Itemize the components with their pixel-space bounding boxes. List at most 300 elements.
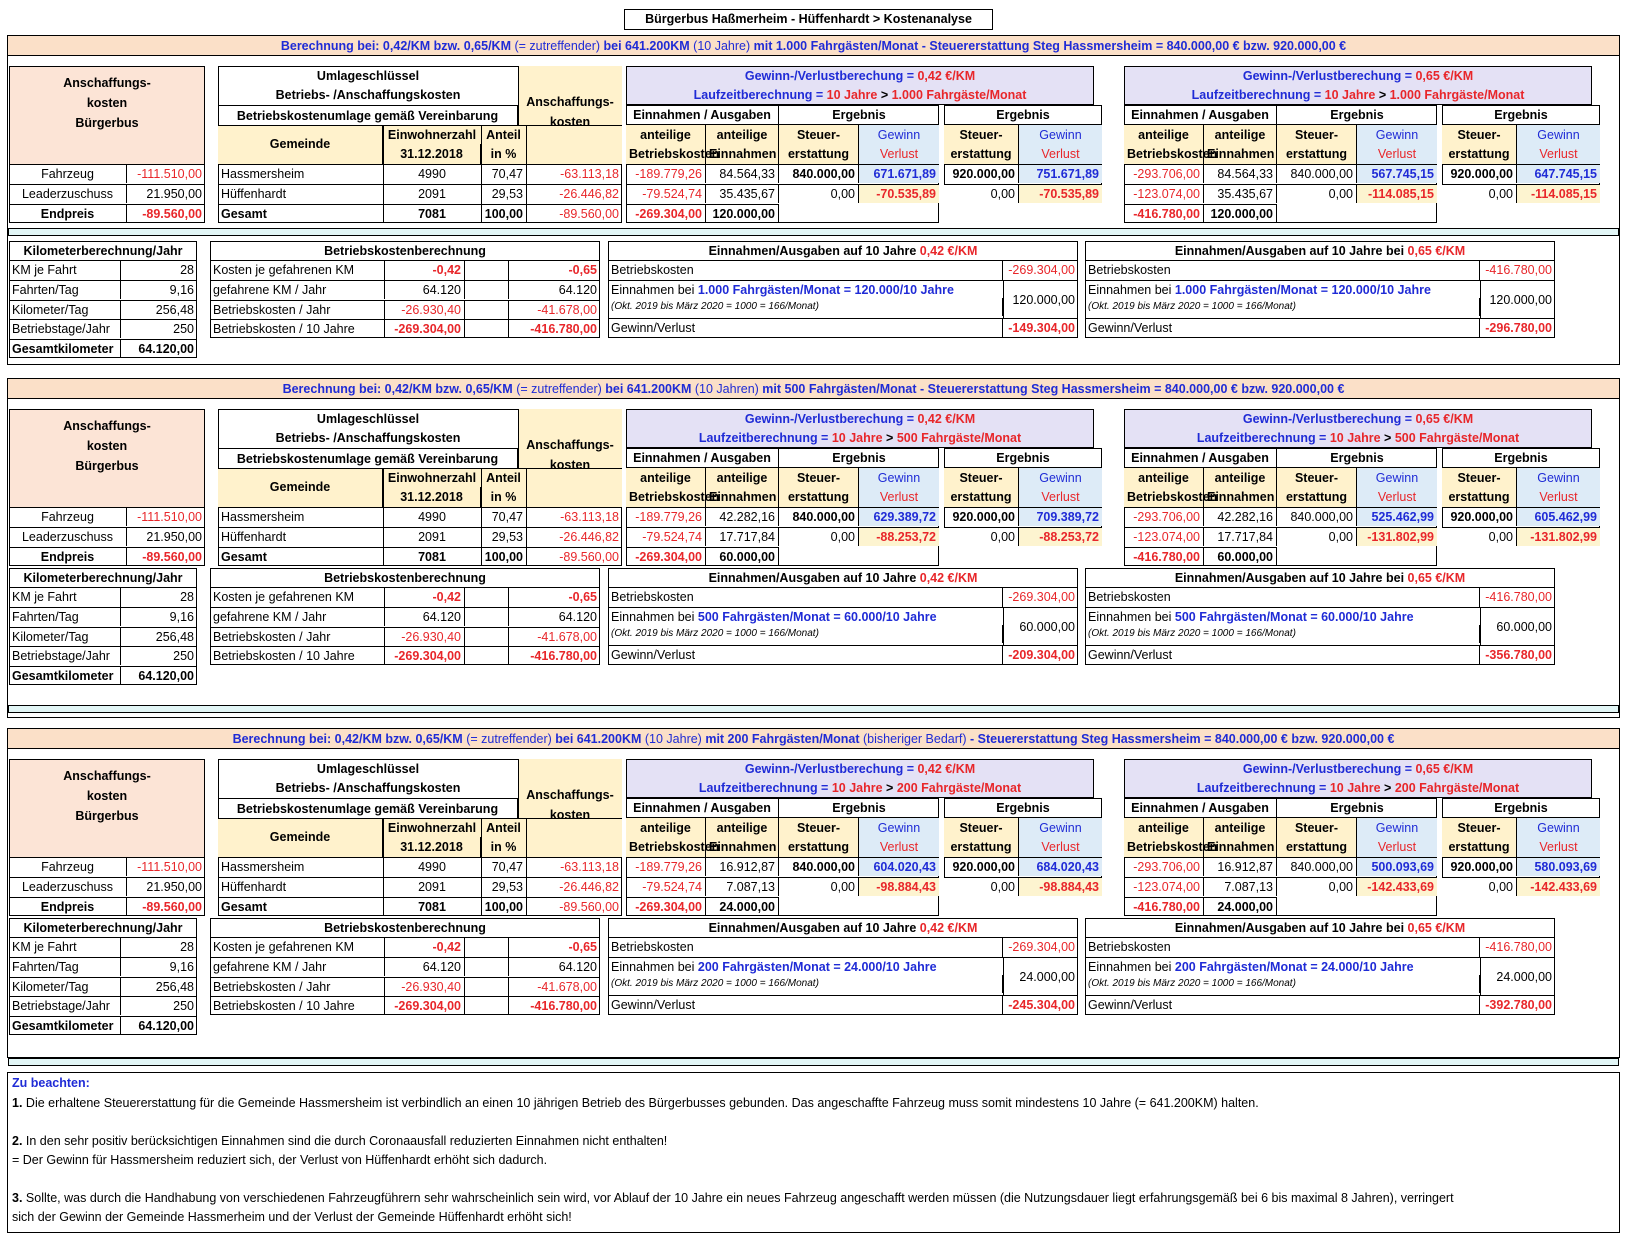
km-value: 64.120,00 (121, 339, 197, 358)
ein-hue: 7.087,13 (1204, 877, 1277, 896)
bk-gap (465, 938, 509, 957)
bk-hass: -293.706,00 (1124, 857, 1204, 876)
ea-head: Einnahmen / Ausgaben (626, 105, 779, 125)
ea10-title: Einnahmen/Ausgaben auf 10 Jahre (708, 571, 920, 585)
ea10-gv-value: -356.780,00 (1480, 645, 1555, 664)
header-d: (10 Jahre) (644, 732, 702, 746)
km-title: Kilometerberechnung/Jahr (9, 918, 197, 938)
anschaffung-label-1: Anschaffungs- (63, 769, 151, 783)
separator-band (8, 1058, 1619, 1066)
anteil-head-1: Anteil (486, 128, 521, 142)
laufzeit: Laufzeitberechnung = (1196, 431, 1330, 445)
bk-065: 64.120 (509, 607, 600, 626)
bk-hass: -189.779,26 (626, 857, 706, 876)
bk-065: 64.120 (509, 280, 600, 299)
g2-head-1: Gewinn (1537, 128, 1580, 142)
umlage-einwohner: 4990 (383, 857, 481, 876)
st2-hue: 0,00 (1442, 184, 1517, 203)
umlage-gemeinde: Hassmersheim (218, 857, 383, 876)
umlage-title-3: Betriebskostenumlage gemäß Vereinbarung (218, 798, 518, 818)
bk-gap (465, 977, 509, 996)
bk-065: -0,65 (568, 263, 597, 277)
gv-subhead-2: Verlust (1377, 840, 1417, 854)
umlage-ak: -63.113,18 (526, 164, 622, 183)
anschaffung-row-label: Endpreis (9, 204, 127, 223)
ea10-okt: (Okt. 2019 bis März 2020 = 1000 = 166/Monat) (608, 625, 1003, 643)
ein-hue: 17.717,84 (706, 527, 779, 546)
ea10-gv-label: Gewinn/Verlust (608, 995, 1003, 1014)
anschaffung-label-1: Anschaffungs- (63, 419, 151, 433)
anteil-head-1: Anteil (486, 821, 521, 835)
umlage-title-3: Betriebskostenumlage gemäß Vereinbarung (218, 448, 518, 468)
header-f: (bisheriger Bedarf) (863, 732, 967, 746)
umlage-gemeinde: Gesamt (218, 897, 383, 916)
gv-subhead-1: Steuer- (779, 125, 859, 145)
laufzeit: Laufzeitberechnung = (698, 431, 832, 445)
bk-042: -0,42 (385, 261, 465, 280)
laufzeit-fg: 200 Fahrgäste/Monat (896, 781, 1022, 795)
ea10-bk-label: Betriebskosten (608, 938, 1003, 957)
st2-hass: 920.000,00 (944, 507, 1019, 526)
umlage-gemeinde: Hassmersheim (218, 507, 383, 526)
km-value: 250 (121, 646, 197, 665)
g2-head-1: Gewinn (1039, 128, 1082, 142)
ein-ges: 60.000,00 (1204, 547, 1277, 566)
bk-label: Betriebskosten / Jahr (210, 300, 385, 319)
gv-subhead-2: Verlust (1377, 490, 1417, 504)
laufzeit-row (1124, 85, 1592, 105)
ergebnis-head: Ergebnis (779, 105, 939, 125)
header-c: bei 641.200KM (551, 732, 645, 746)
gv-subhead-2: Verlust (1377, 147, 1417, 161)
gv-subhead-2: erstattung (779, 837, 859, 857)
separator-band (8, 705, 1619, 713)
bk-label: Betriebskosten / 10 Jahre (210, 996, 385, 1015)
g2-head-1: Gewinn (1039, 821, 1082, 835)
ea10-bk-value: -269.304,00 (1008, 263, 1075, 277)
gv-subhead-1: anteilige (1204, 125, 1277, 145)
bk-label: Kosten je gefahrenen KM (210, 938, 385, 957)
ak-head-2: kosten (549, 808, 591, 822)
km-label: Betriebstage/Jahr (9, 996, 121, 1015)
ergebnis-head: Ergebnis (1277, 798, 1437, 818)
umlage-ak: -26.446,82 (526, 184, 622, 203)
gv-title-row (1124, 759, 1592, 779)
bk-hue: -79.524,74 (626, 527, 706, 546)
ein-ges: 60.000,00 (706, 547, 779, 566)
st2-hue: 0,00 (944, 527, 1019, 546)
umlage-title-2: Betriebs- /Anschaffungskosten (275, 781, 461, 795)
header-e: mit 200 Fahrgästen/Monat (701, 732, 864, 746)
laufzeit: Laufzeitberechnung = (693, 88, 827, 102)
ea10-einn-value: 120.000,00 (1003, 280, 1078, 318)
st2-hass: 920.000,00 (1442, 507, 1517, 526)
ea-head: Einnahmen / Ausgaben (1124, 448, 1277, 468)
gv-subhead-2: Betriebskosten (1124, 487, 1204, 507)
anschaffung-row-value: 21.950,00 (127, 527, 205, 546)
ein-hue: 7.087,13 (706, 877, 779, 896)
anteil-head-1: Anteil (486, 471, 521, 485)
umlage-title-2: Betriebs- /Anschaffungskosten (275, 88, 461, 102)
bk-gap (465, 588, 509, 607)
umlage-ak: -89.560,00 (526, 204, 622, 223)
ergebnis-head-2: Ergebnis (944, 798, 1102, 818)
ein-hass: 84.564,33 (706, 164, 779, 183)
umlage-gemeinde: Hüffenhardt (218, 527, 383, 546)
gv-subhead-2: Betriebskosten (626, 487, 706, 507)
laufzeit-row (626, 428, 1094, 448)
st2-hass: 920.000,00 (944, 857, 1019, 876)
einwohner-head-2: 31.12.2018 (383, 487, 481, 507)
km-label: Kilometer/Tag (9, 627, 121, 646)
page-title: Bürgerbus Haßmerheim - Hüffenhardt > Kostenanalyse (624, 9, 993, 30)
km-label: Betriebstage/Jahr (9, 646, 121, 665)
ea10-gv-label: Gewinn/Verlust (608, 318, 1003, 337)
km-value: 9,16 (121, 280, 197, 299)
gv-subhead-1: anteilige (706, 818, 779, 838)
gv-subhead-1: Steuer- (779, 468, 859, 488)
ea10-einn-text: 1.000 Fahrgästen/Monat = 120.000/10 Jahre (697, 283, 954, 297)
gv-km: 0,42 €/KM (917, 762, 976, 776)
bk-label: Betriebskosten / 10 Jahre (210, 646, 385, 665)
gv-subhead-1: Steuer- (1277, 468, 1357, 488)
st2-head-1: Steuer- (1442, 468, 1517, 488)
ea10-einn-value: 60.000,00 (1480, 607, 1555, 645)
gv-subhead-2: erstattung (779, 144, 859, 164)
section-header (8, 36, 1619, 56)
ergebnis-head: Ergebnis (779, 448, 939, 468)
gv-subhead-1: anteilige (626, 468, 706, 488)
ea10-einn-row (608, 280, 1003, 299)
gv-subhead-1: Gewinn (877, 471, 921, 485)
bk-065: -41.678,00 (509, 300, 600, 319)
verlust-hue: -131.802,99 (1357, 527, 1437, 546)
km-title: Kilometerberechnung/Jahr (9, 241, 197, 261)
g2-head-1: Gewinn (1537, 471, 1580, 485)
ea10-einn-text: 1.000 Fahrgästen/Monat = 120.000/10 Jahre (1174, 283, 1431, 297)
verlust2-hue: -88.253,72 (1019, 527, 1102, 546)
st-hue: 0,00 (1277, 527, 1357, 546)
bk-label: gefahrene KM / Jahr (210, 280, 385, 299)
laufzeit-years: 10 Jahre (1324, 88, 1376, 102)
gv-subhead-2: Betriebskosten (626, 837, 706, 857)
ea10-einn-text: 200 Fahrgästen/Monat = 24.000/10 Jahre (697, 960, 937, 974)
verlust2-hue: -70.535,89 (1019, 184, 1102, 203)
gv-subhead-2: Einnahmen (1204, 837, 1277, 857)
umlage-anteil: 29,53 (481, 877, 526, 896)
ea10-einn-row (1085, 280, 1480, 299)
umlage-gemeinde: Gesamt (218, 204, 383, 223)
anschaffung-row-label: Leaderzuschuss (9, 184, 127, 203)
anschaffung-row-value: -111.510,00 (127, 857, 205, 876)
anteil-head-2: in % (490, 840, 517, 854)
umlage-ak: -26.446,82 (526, 877, 622, 896)
gt: > (882, 431, 897, 445)
km-value: 256,48 (121, 627, 197, 646)
ea10-einn-prefix: Einnahmen bei (1088, 610, 1175, 624)
gewinn2-hass: 751.671,89 (1019, 164, 1102, 183)
ein-hass: 16.912,87 (1204, 857, 1277, 876)
ea10-title-row (1085, 918, 1555, 938)
bk-042: 64.120 (385, 957, 465, 976)
ak-head-1: Anschaffungs- (526, 788, 614, 802)
bk-ges: -416.780,00 (1124, 204, 1204, 223)
laufzeit-years: 10 Jahre (826, 88, 878, 102)
km-label: KM je Fahrt (9, 261, 121, 280)
ea10-einn-text: 200 Fahrgästen/Monat = 24.000/10 Jahre (1174, 960, 1414, 974)
umlage-title-1: Umlageschlüssel (316, 762, 420, 776)
anschaffung-label-3: Bürgerbus (75, 459, 139, 473)
header-a: Berechnung bei: 0,42/KM bzw. 0,65/KM (282, 382, 517, 396)
note-2-num: 2. (12, 1134, 23, 1148)
laufzeit: Laufzeitberechnung = (1191, 88, 1325, 102)
gewinn-hass: 629.389,72 (859, 507, 939, 526)
g2-head-1: Gewinn (1039, 471, 1082, 485)
ein-hass: 16.912,87 (706, 857, 779, 876)
note-1-text: Die erhaltene Steuererstattung für die Gemeinde Hassmersheim ist verbindlich an einen 10 jährigen Betrieb des Bürgerbusses gebunden. Das angeschaffte Fahrzeug muss somit mindestens 10 Jahre (= 641.200KM) halten. (22, 1096, 1259, 1110)
header-a: Berechnung bei: 0,42/KM bzw. 0,65/KM (232, 732, 467, 746)
laufzeit-row (1124, 428, 1592, 448)
bk-title: Betriebskostenberechnung (210, 241, 600, 261)
st2-hue: 0,00 (1442, 877, 1517, 896)
g2-head-2: Verlust (1041, 840, 1080, 854)
ergebnis-head: Ergebnis (1277, 448, 1437, 468)
ergebnis-head-2: Ergebnis (944, 105, 1102, 125)
st2-head-1: Steuer- (944, 818, 1019, 838)
gewinn-hass: 604.020,43 (859, 857, 939, 876)
umlage-einwohner: 7081 (383, 204, 481, 223)
ea10-einn-prefix: Einnahmen bei (611, 610, 698, 624)
ein-hue: 17.717,84 (1204, 527, 1277, 546)
ergebnis-head-2: Ergebnis (1442, 105, 1600, 125)
bk-042: -26.930,40 (385, 300, 465, 319)
einwohner-head-1: Einwohnerzahl (387, 821, 477, 835)
ea10-title: Einnahmen/Ausgaben auf 10 Jahre bei (1174, 921, 1408, 935)
umlage-ak: -89.560,00 (526, 547, 622, 566)
note-2-text: In den sehr positiv berücksichtigen Einnahmen sind die durch Coronaausfall reduzierten Einnahmen nicht enthalten! (22, 1134, 668, 1148)
verlust-hue: -88.253,72 (859, 527, 939, 546)
gv-title: Gewinn-/Verlustberechung = (1242, 412, 1416, 426)
verlust-hue: -142.433,69 (1357, 877, 1437, 896)
bk-gap (465, 646, 509, 665)
km-label: Fahrten/Tag (9, 280, 121, 299)
umlage-title-2: Betriebs- /Anschaffungskosten (275, 431, 461, 445)
bk-065: -41.678,00 (509, 977, 600, 996)
gv-subhead-2: Einnahmen (706, 487, 779, 507)
einwohner-head-1: Einwohnerzahl (387, 128, 477, 142)
ein-ges: 120.000,00 (1204, 204, 1277, 223)
bk-hue: -123.074,00 (1124, 877, 1204, 896)
bk-hass: -189.779,26 (626, 507, 706, 526)
umlage-ak: -26.446,82 (526, 527, 622, 546)
km-value: 9,16 (121, 957, 197, 976)
gewinn2-hass: 647.745,15 (1517, 164, 1600, 183)
bk-gap (465, 957, 509, 976)
ea10-km: 0,42 €/KM (919, 571, 978, 585)
st-hass: 840.000,00 (1277, 164, 1357, 183)
ak-head-2: kosten (549, 115, 591, 129)
gv-subhead-1: Steuer- (1277, 125, 1357, 145)
st-hass: 840.000,00 (779, 857, 859, 876)
ea10-bk-label: Betriebskosten (1085, 261, 1480, 280)
anschaffung-label-1: Anschaffungs- (63, 76, 151, 90)
km-value: 9,16 (121, 607, 197, 626)
anschaffung-label-2: kosten (86, 789, 128, 803)
gemeinde-head: Gemeinde (218, 818, 383, 857)
st2-head-2: erstattung (944, 837, 1019, 857)
anschaffung-row-label: Endpreis (9, 547, 127, 566)
anschaffung-label-2: kosten (86, 439, 128, 453)
km-label: Gesamtkilometer (9, 666, 121, 685)
anschaffung-row-value: -89.560,00 (127, 547, 205, 566)
umlage-anteil: 70,47 (481, 164, 526, 183)
note-3 (12, 1191, 1454, 1205)
note-3b: sich der Gewinn der Gemeinde Hassmerheim und der Verlust der Gemeinde Hüffenhardt erhöht sich! (12, 1210, 572, 1224)
ak-head-1: Anschaffungs- (526, 95, 614, 109)
gv-subhead-2: Verlust (879, 147, 919, 161)
bk-042: -269.304,00 (385, 319, 465, 338)
anschaffung-row-label: Leaderzuschuss (9, 877, 127, 896)
gewinn-hass: 525.462,99 (1357, 507, 1437, 526)
anschaffung-row-value: 21.950,00 (127, 184, 205, 203)
ea10-einn-prefix: Einnahmen bei (611, 960, 698, 974)
umlage-gemeinde: Hassmersheim (218, 164, 383, 183)
gv-subhead-2: erstattung (1277, 144, 1357, 164)
anschaffung-row-value: 21.950,00 (127, 877, 205, 896)
ea10-einn-prefix: Einnahmen bei (1088, 283, 1175, 297)
bk-042: -0,42 (385, 588, 465, 607)
st-hass: 840.000,00 (779, 164, 859, 183)
header-g: - Steuererstattung Steg Hassmersheim = 840.000,00 € bzw. 920.000,00 € (921, 39, 1347, 53)
gv-km: 0,42 €/KM (917, 69, 976, 83)
bk-hue: -123.074,00 (1124, 527, 1204, 546)
ea10-okt: (Okt. 2019 bis März 2020 = 1000 = 166/Monat) (1085, 298, 1480, 316)
laufzeit-row (626, 778, 1094, 798)
header-b: (= zutreffender) (516, 382, 602, 396)
km-value: 256,48 (121, 977, 197, 996)
st2-head-1: Steuer- (944, 125, 1019, 145)
ea10-gv-value: -296.780,00 (1480, 318, 1555, 337)
gv-title: Gewinn-/Verlustberechung = (744, 412, 918, 426)
gt: > (1380, 781, 1395, 795)
ein-ges: 120.000,00 (706, 204, 779, 223)
header-b: (= zutreffender) (514, 39, 601, 53)
verlust-hue: -114.085,15 (1357, 184, 1437, 203)
ea10-bk-value: -269.304,00 (1008, 590, 1075, 604)
verlust-hue: -70.535,89 (859, 184, 939, 203)
st2-head-1: Steuer- (1442, 818, 1517, 838)
g2-head-2: Verlust (1539, 147, 1578, 161)
ea10-okt: (Okt. 2019 bis März 2020 = 1000 = 166/Monat) (1085, 975, 1480, 993)
gv-title-row (1124, 66, 1592, 86)
gv-subhead-1: anteilige (706, 468, 779, 488)
ergebnis-head: Ergebnis (779, 798, 939, 818)
note-1-num: 1. (12, 1096, 23, 1110)
gv-subhead-2: Verlust (879, 490, 919, 504)
bk-label: gefahrene KM / Jahr (210, 957, 385, 976)
ea10-einn-prefix: Einnahmen bei (1088, 960, 1175, 974)
gemeinde-head: Gemeinde (218, 125, 383, 164)
gewinn2-hass: 684.020,43 (1019, 857, 1102, 876)
umlage-anteil: 29,53 (481, 184, 526, 203)
g2-head-1: Gewinn (1537, 821, 1580, 835)
bk-label: Betriebskosten / Jahr (210, 627, 385, 646)
ergebnis-head-2: Ergebnis (1442, 448, 1600, 468)
note-2 (12, 1134, 667, 1148)
ea10-km: 0,42 €/KM (919, 921, 978, 935)
laufzeit-row (1124, 778, 1592, 798)
bk-065: -0,65 (568, 940, 597, 954)
umlage-einwohner: 2091 (383, 877, 481, 896)
ea10-bk-label: Betriebskosten (608, 261, 1003, 280)
notes-title: Zu beachten: (12, 1076, 90, 1090)
ergebnis-head-2: Ergebnis (1442, 798, 1600, 818)
umlage-einwohner: 2091 (383, 527, 481, 546)
anschaffung-row-label: Fahrzeug (9, 857, 127, 876)
ea10-einn-row (608, 957, 1003, 976)
umlage-gemeinde: Gesamt (218, 547, 383, 566)
header-d: (10 Jahren) (694, 382, 759, 396)
note-3-num: 3. (12, 1191, 23, 1205)
ea10-einn-row (1085, 957, 1480, 976)
gv-subhead-1: anteilige (626, 818, 706, 838)
header-c: bei 641.200KM (600, 39, 694, 53)
g2-head-2: Verlust (1539, 840, 1578, 854)
st2-hass: 920.000,00 (1442, 164, 1517, 183)
gewinn2-hass: 580.093,69 (1517, 857, 1600, 876)
verlust2-hue: -142.433,69 (1517, 877, 1600, 896)
ea10-km: 0,65 €/KM (1407, 921, 1466, 935)
ea-head: Einnahmen / Ausgaben (626, 448, 779, 468)
gv-km: 0,65 €/KM (1415, 412, 1474, 426)
laufzeit-years: 10 Jahre (1329, 781, 1381, 795)
ein-ges: 24.000,00 (1204, 897, 1277, 916)
gt: > (877, 88, 892, 102)
bk-gap (465, 996, 509, 1015)
ea10-title: Einnahmen/Ausgaben auf 10 Jahre (708, 244, 920, 258)
km-value: 64.120,00 (121, 1016, 197, 1035)
km-value: 250 (121, 319, 197, 338)
bk-hue: -79.524,74 (626, 877, 706, 896)
km-label: Kilometer/Tag (9, 300, 121, 319)
ea10-okt: (Okt. 2019 bis März 2020 = 1000 = 166/Monat) (608, 975, 1003, 993)
ea10-okt: (Okt. 2019 bis März 2020 = 1000 = 166/Monat) (608, 298, 1003, 316)
laufzeit-fg: 500 Fahrgäste/Monat (1394, 431, 1520, 445)
umlage-anteil: 29,53 (481, 527, 526, 546)
umlage-einwohner: 2091 (383, 184, 481, 203)
gv-subhead-2: erstattung (1277, 837, 1357, 857)
ea10-bk-label: Betriebskosten (1085, 588, 1480, 607)
ea10-km: 0,65 €/KM (1407, 244, 1466, 258)
bk-gap (465, 627, 509, 646)
bk-ges: -416.780,00 (1124, 547, 1204, 566)
umlage-ak: -63.113,18 (526, 507, 622, 526)
bk-hass: -293.706,00 (1124, 164, 1204, 183)
st2-hue: 0,00 (944, 877, 1019, 896)
gv-subhead-1: anteilige (1204, 818, 1277, 838)
gv-title: Gewinn-/Verlustberechung = (744, 762, 918, 776)
gv-subhead-2: erstattung (779, 487, 859, 507)
km-label: Kilometer/Tag (9, 977, 121, 996)
ea10-km: 0,65 €/KM (1407, 571, 1466, 585)
ein-hass: 42.282,16 (1204, 507, 1277, 526)
ea10-title-row (608, 918, 1078, 938)
laufzeit-years: 10 Jahre (1329, 431, 1381, 445)
laufzeit: Laufzeitberechnung = (1196, 781, 1330, 795)
umlage-anteil: 100,00 (481, 204, 526, 223)
ea10-gv-value: -209.304,00 (1003, 645, 1078, 664)
gv-subhead-1: Gewinn (1375, 821, 1419, 835)
